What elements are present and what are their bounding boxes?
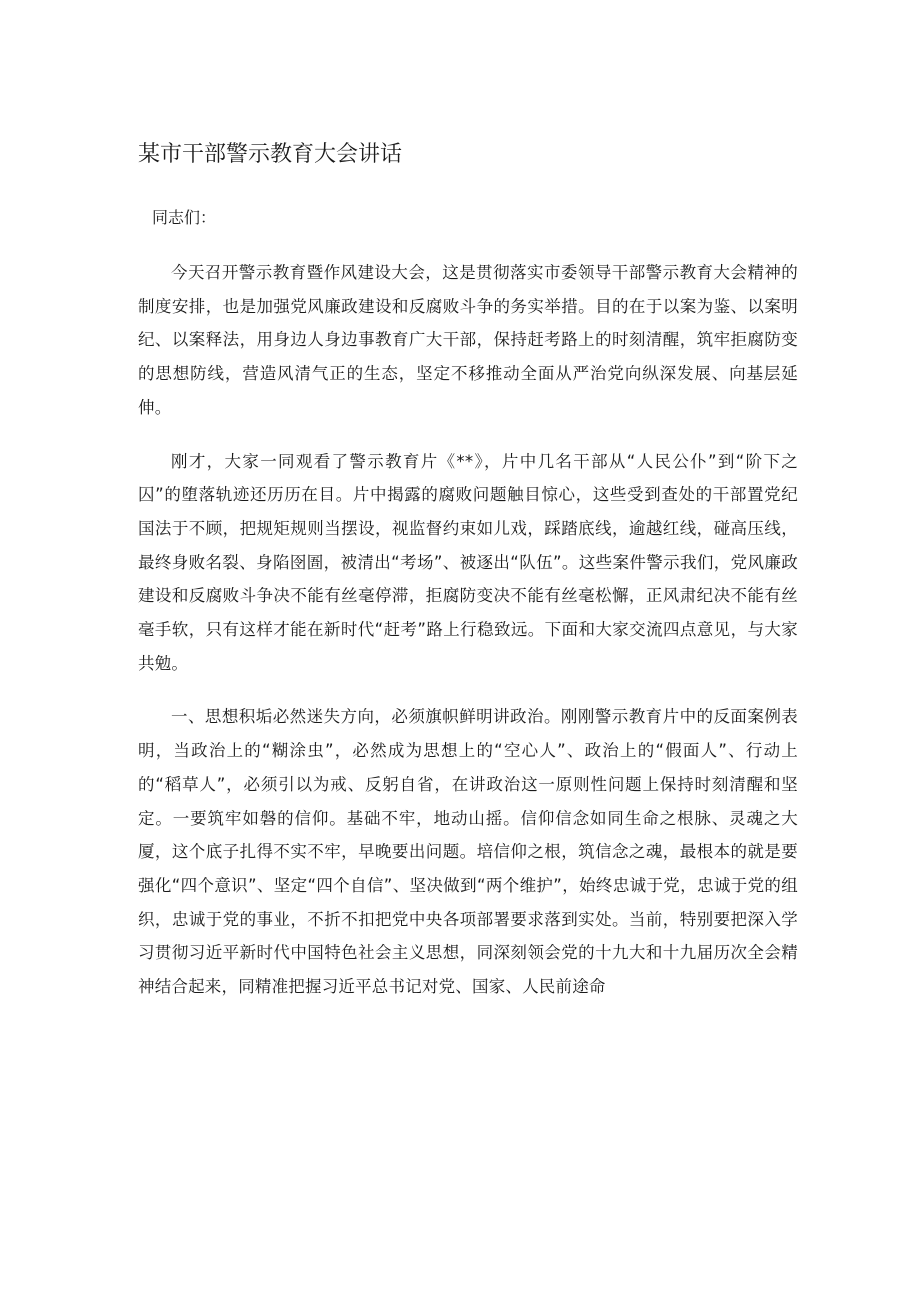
- document-body: [138, 204, 798, 1024]
- paragraph-opening: 今天召开警示教育暨作风建设大会，这是贯彻落实市委领导干部警示教育大会精神的制度安排，也是加强党风廉政建设和反腐败斗争的务实举措。目的在于以案为鉴、以案明纪、以案释法，用身边人身边事教育广大干部，保持赶考路上的时刻清醒，筑牢拒腐防变的思想防线，营造风清气正的生态，坚定不移推动全面从严治党向纵深发展、向基层延伸。: [138, 263, 798, 417]
- document-title: 某市干部警示教育大会讲话: [138, 142, 403, 167]
- paragraph-point-one: 一、思想积垢必然迷失方向，必须旗帜鲜明讲政治。刚刚警示教育片中的反面案例表明，当政治上的“糊涂虫”，必然成为思想上的“空心人”、政治上的“假面人”、行动上的“稻草人”，必须引以为戒、反躬自省，在讲政治这一原则性问题上保持时刻清醒和坚定。一要筑牢如磐的信仰。基础不牢，地动山摇。信仰信念如同生命之根脉、灵魂之大厦，这个底子扎得不实不牢，早晚要出问题。培信仰之根，筑信念之魂，最根本的就是要强化“四个意识”、坚定“四个自信”、坚决做到“两个维护”，始终忠诚于党，忠诚于党的组织，忠诚于党的事业，不折不扣把党中央各项部署要求落到实处。当前，特别要把深入学习贯彻习近平新时代中国特色社会主义思想，同深刻领会党的十九大和十九届历次全会精神结合起来，同精准把握习近平总书记对党、国家、人民前途命: [138, 707, 798, 997]
- paragraph-warning-film: 刚才，大家一同观看了警示教育片《**》，片中几名干部从“人民公仆”到“阶下之囚”的堕落轨迹还历历在目。片中揭露的腐败问题触目惊心，这些受到查处的干部置党纪国法于不顾，把规矩规则当摆设，视监督约束如儿戏，踩踏底线，逾越红线，碰高压线，最终身败名裂、身陷囹圄，被清出“考场”、被逐出“队伍”。这些案件警示我们，党风廉政建设和反腐败斗争决不能有丝毫停滞，拒腐防变决不能有丝毫松懈，正风肃纪决不能有丝毫手软，只有这样才能在新时代“赶考”路上行稳致远。下面和大家交流四点意见，与大家共勉。: [138, 451, 798, 673]
- salutation: 同志们：: [152, 208, 217, 227]
